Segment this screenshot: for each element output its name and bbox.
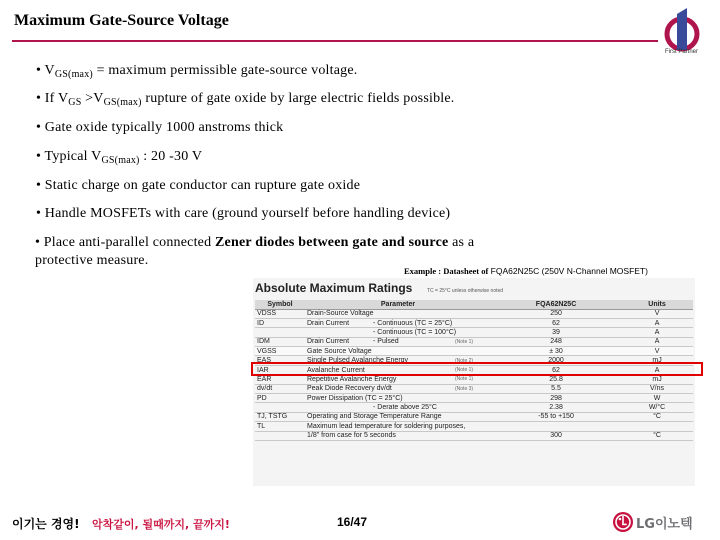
cell-unit	[621, 422, 693, 431]
lg-logo-icon	[612, 511, 634, 533]
cell-unit: mJ	[621, 356, 693, 365]
cell-value: 298	[491, 394, 621, 403]
brand-logo	[612, 510, 693, 534]
cell-note: (Note 3)	[453, 384, 491, 393]
cell-sub: - Pulsed	[371, 337, 453, 346]
bullet-6: • Handle MOSFETs with care (ground yourself before handling device)	[36, 206, 451, 221]
cell-value: 25.8	[491, 375, 621, 384]
ratings-row	[255, 337, 693, 346]
cell-parameter: Maximum lead temperature for soldering purposes,	[307, 422, 466, 430]
cell-unit: A	[621, 337, 693, 346]
ratings-row	[255, 328, 693, 337]
cell-symbol: PD	[255, 394, 305, 403]
cell-unit: V/ns	[621, 384, 693, 393]
datasheet-excerpt	[253, 278, 695, 486]
cell-parameter	[305, 403, 371, 412]
cell-unit: W/°C	[621, 403, 693, 412]
cell-unit: W	[621, 394, 693, 403]
cell-value: 250	[491, 309, 621, 318]
col-symbol: Symbol	[255, 300, 305, 309]
ratings-row	[255, 347, 693, 356]
first-partner-logo-icon	[652, 6, 712, 64]
cell-value: 62	[491, 365, 621, 374]
cell-symbol: ID	[255, 318, 305, 327]
col-units: Units	[621, 300, 693, 309]
cell-symbol: EAS	[255, 356, 305, 365]
cell-note	[453, 309, 491, 318]
cell-symbol: IDM	[255, 337, 305, 346]
page-title: Maximum Gate-Source Voltage	[14, 12, 229, 29]
cell-unit: A	[621, 365, 693, 374]
cell-value	[491, 422, 621, 431]
ratings-row	[255, 403, 693, 412]
bullet-5: • Static charge on gate conductor can rupture gate oxide	[36, 178, 361, 193]
cell-value: -55 to +150	[491, 412, 621, 421]
col-part: FQA62N25C	[491, 300, 621, 309]
cell-unit: V	[621, 309, 693, 318]
col-parameter: Parameter	[305, 300, 491, 309]
cell-parameter: Drain-Source Voltage	[307, 310, 374, 318]
footer-slogan: 악착같이, 될때까지, 끝까지!	[92, 518, 230, 531]
cell-note	[453, 328, 491, 337]
cell-sub: - Derate above 25°C	[371, 403, 453, 412]
cell-parameter: Operating and Storage Temperature Range	[307, 413, 442, 421]
cell-symbol	[255, 431, 305, 440]
cell-unit: mJ	[621, 375, 693, 384]
ratings-row	[255, 375, 693, 384]
cell-note	[453, 403, 491, 412]
cell-note: (Note 1)	[453, 375, 491, 384]
cell-symbol	[255, 328, 305, 337]
cell-symbol: dv/dt	[255, 384, 305, 393]
cell-value: 2.38	[491, 403, 621, 412]
cell-symbol: VGSS	[255, 347, 305, 356]
cell-unit: V	[621, 347, 693, 356]
cell-sub: - Continuous (TC = 25°C)	[373, 319, 453, 327]
cell-note	[453, 394, 491, 403]
cell-symbol: TL	[255, 422, 305, 431]
cell-value: 62	[491, 318, 621, 327]
datasheet-heading: Absolute Maximum Ratings	[255, 281, 413, 295]
cell-parameter: Single Pulsed Avalanche Energy	[307, 357, 409, 365]
cell-sub: - Continuous (TC = 100°C)	[373, 328, 457, 336]
bullet-7: • Place anti-parallel connected Zener diodes between gate and source as a protective measure.	[35, 235, 475, 268]
ratings-row	[255, 309, 693, 318]
cell-unit: A	[621, 328, 693, 337]
cell-symbol	[255, 403, 305, 412]
cell-note: (Note 1)	[453, 365, 491, 374]
example-caption: Example : Datasheet of FQA62N25C (250V N-Channel MOSFET)	[404, 266, 648, 276]
cell-note	[453, 431, 491, 440]
ratings-row	[255, 384, 693, 393]
cell-note	[453, 318, 491, 327]
bullet-2: • If $V_{GS} >V_{GS(max)}$ rupture of gate oxide by large electric fields possible.	[36, 91, 455, 108]
logo-caption: First Partner	[665, 49, 699, 55]
cell-parameter: Drain Current	[305, 318, 371, 327]
ratings-row	[255, 412, 693, 421]
page-number: 16/47	[337, 515, 368, 529]
vgss-highlight-box	[251, 362, 703, 376]
cell-value: 39	[491, 328, 621, 337]
cell-symbol: VDSS	[255, 309, 305, 318]
cell-sub	[371, 347, 453, 356]
cell-note: (Note 2)	[453, 356, 491, 365]
bullet-3: • Gate oxide typically 1000 anstroms thick	[36, 120, 284, 135]
cell-note	[453, 412, 491, 421]
cell-value: 300	[491, 431, 621, 440]
footer-motto: 이기는 경영!	[12, 517, 80, 531]
ratings-row	[255, 394, 693, 403]
cell-parameter: Peak Diode Recovery dv/dt	[307, 385, 392, 393]
cell-value: 2000	[491, 356, 621, 365]
cell-unit: °C	[621, 412, 693, 421]
bullet-1: • $V_{GS(max)}$ = maximum permissible gate-source voltage.	[36, 63, 358, 80]
cell-note: (Note 1)	[453, 337, 491, 346]
cell-parameter	[305, 328, 371, 337]
cell-note	[453, 347, 491, 356]
cell-parameter: Power Dissipation (TC = 25°C)	[307, 394, 403, 402]
cell-symbol: EAR	[255, 375, 305, 384]
cell-parameter: Repetitive Avalanche Energy	[307, 375, 397, 383]
cell-value: 5.5	[491, 384, 621, 393]
cell-parameter: Drain Current	[305, 337, 371, 346]
cell-symbol: TJ, TSTG	[255, 412, 305, 421]
datasheet-heading-note: TC = 25°C unless otherwise noted	[427, 288, 504, 294]
ratings-row	[255, 422, 693, 431]
cell-unit: A	[621, 318, 693, 327]
title-divider	[12, 40, 658, 42]
cell-symbol: IAR	[255, 365, 305, 374]
cell-sub	[371, 309, 453, 318]
brand-name: LG이노텍	[636, 516, 693, 532]
cell-value: 248	[491, 337, 621, 346]
ratings-row	[255, 318, 693, 327]
ratings-table-header	[255, 300, 693, 309]
bullet-4: • Typical $V_{GS(max)}$ : 20 -30 V	[36, 149, 203, 166]
cell-unit: °C	[621, 431, 693, 440]
cell-parameter: 1/8" from case for 5 seconds	[307, 432, 396, 440]
cell-parameter: Avalanche Current	[305, 365, 371, 374]
cell-value: ± 30	[491, 347, 621, 356]
cell-parameter: Gate Source Voltage	[307, 347, 372, 355]
ratings-row	[255, 431, 693, 440]
